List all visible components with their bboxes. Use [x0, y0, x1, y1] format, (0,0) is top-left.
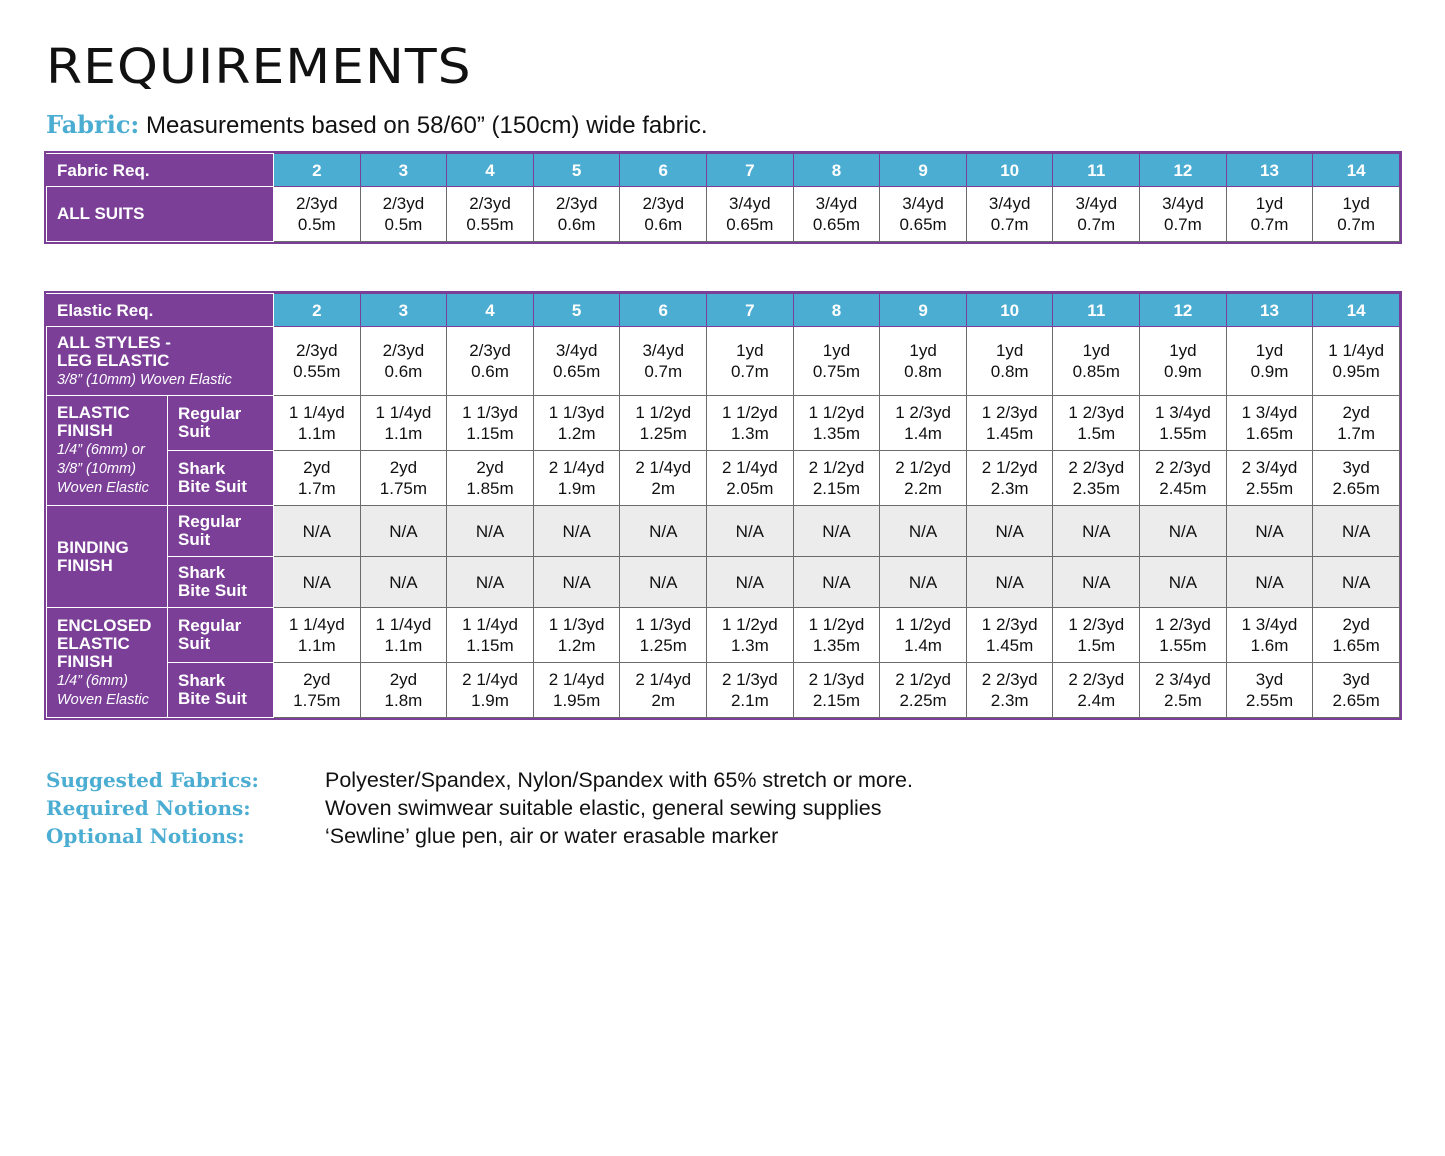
table-row [47, 663, 1400, 718]
na-cell: N/A [447, 557, 534, 608]
sub-label-shark-bite-suit: Shark Bite Suit [168, 451, 274, 506]
row-label-leg-elastic: ALL STYLES - LEG ELASTIC 3/8” (10mm) Woven Elastic [47, 327, 274, 396]
na-cell: N/A [533, 506, 620, 557]
label-note: 3/8” (10mm) [57, 461, 136, 477]
na-cell: N/A [880, 557, 967, 608]
na-cell: N/A [1140, 506, 1227, 557]
notes-section [46, 766, 913, 850]
value-cell: 2 1/4yd 1.9m [447, 663, 534, 718]
table-row [47, 451, 1400, 506]
value-cell: 2yd 1.85m [447, 451, 534, 506]
value-cell: 1 1/4yd 1.1m [274, 396, 361, 451]
page-title: REQUIREMENTS [46, 40, 472, 96]
value-cell: 2yd 1.8m [360, 663, 447, 718]
na-cell: N/A [620, 506, 707, 557]
size-header: 4 [447, 154, 534, 187]
label-note: 1/4” (6mm) or [57, 442, 145, 458]
value-cell: 2 1/4yd 2m [620, 663, 707, 718]
value-cell: 1 3/4yd 1.65m [1226, 396, 1313, 451]
value-cell: 1 3/4yd 1.6m [1226, 608, 1313, 663]
na-cell: N/A [1140, 557, 1227, 608]
elastic-requirements-table [46, 293, 1400, 718]
na-cell: N/A [274, 506, 361, 557]
value-cell: 1 1/4yd 1.1m [274, 608, 361, 663]
na-cell: N/A [274, 557, 361, 608]
value-cell: 1 1/2yd 1.25m [620, 396, 707, 451]
value-cell: 1 3/4yd 1.55m [1140, 396, 1227, 451]
value-cell: 2 1/2yd 2.2m [880, 451, 967, 506]
label-note: Woven Elastic [57, 691, 149, 708]
na-cell: N/A [1226, 506, 1313, 557]
size-header: 13 [1226, 154, 1313, 187]
fabric-note-label: Fabric: [46, 110, 140, 139]
header-row [47, 294, 1400, 327]
value-cell: 2yd 1.75m [274, 663, 361, 718]
label-note: 1/4” (6mm) [57, 672, 128, 689]
size-header: 2 [274, 154, 361, 187]
value-cell: 2 3/4yd 2.55m [1226, 451, 1313, 506]
value-cell: 3/4yd 0.65m [707, 187, 794, 242]
size-header: 5 [533, 154, 620, 187]
value-cell: 3/4yd 0.7m [966, 187, 1053, 242]
value-cell: 2/3yd 0.6m [533, 187, 620, 242]
sub-label-regular-suit: Regular Suit [168, 506, 274, 557]
note-key: Optional Notions: [46, 824, 245, 848]
na-cell: N/A [1226, 557, 1313, 608]
value-cell: 2 2/3yd 2.35m [1053, 451, 1140, 506]
value-cell: 2/3yd 0.6m [620, 187, 707, 242]
value-cell: 2/3yd 0.55m [274, 327, 361, 396]
value-cell: 1yd 0.7m [1226, 187, 1313, 242]
note-value: Woven swimwear suitable elastic, general sewing supplies [325, 796, 882, 820]
header-row [47, 154, 1400, 187]
na-cell: N/A [1313, 506, 1400, 557]
value-cell: 3/4yd 0.7m [1053, 187, 1140, 242]
size-header: 6 [620, 294, 707, 327]
size-header: 7 [707, 294, 794, 327]
value-cell: 1 1/2yd 1.35m [793, 608, 880, 663]
value-cell: 2yd 1.65m [1313, 608, 1400, 663]
size-header: 6 [620, 154, 707, 187]
label-note: Woven Elastic [57, 480, 149, 496]
value-cell: 1 1/4yd 0.95m [1313, 327, 1400, 396]
value-cell: 1 1/2yd 1.35m [793, 396, 880, 451]
fabric-note [46, 110, 708, 140]
size-header: 3 [360, 154, 447, 187]
value-cell: 2 1/4yd 2.05m [707, 451, 794, 506]
row-label-elastic-finish: ELASTIC FINISH 1/4” (6mm) or 3/8” (10mm) Woven Elastic [47, 396, 168, 506]
value-cell: 2 1/3yd 2.1m [707, 663, 794, 718]
value-cell: 1yd 0.85m [1053, 327, 1140, 396]
value-cell: 1yd 0.9m [1226, 327, 1313, 396]
value-cell: 2yd 1.7m [274, 451, 361, 506]
value-cell: 1yd 0.8m [880, 327, 967, 396]
value-cell: 2/3yd 0.6m [360, 327, 447, 396]
value-cell: 3/4yd 0.65m [793, 187, 880, 242]
note-row [46, 822, 913, 850]
value-cell: 3yd 2.65m [1313, 663, 1400, 718]
value-cell: 1 1/4yd 1.1m [360, 396, 447, 451]
value-cell: 3/4yd 0.7m [1140, 187, 1227, 242]
size-header: 4 [447, 294, 534, 327]
size-header: 13 [1226, 294, 1313, 327]
value-cell: 3/4yd 0.65m [880, 187, 967, 242]
na-cell: N/A [1313, 557, 1400, 608]
size-header: 3 [360, 294, 447, 327]
na-cell: N/A [620, 557, 707, 608]
value-cell: 1yd 0.9m [1140, 327, 1227, 396]
value-cell: 1yd 0.8m [966, 327, 1053, 396]
table-row [47, 557, 1400, 608]
value-cell: 1 1/2yd 1.3m [707, 396, 794, 451]
value-cell: 1 1/2yd 1.4m [880, 608, 967, 663]
value-cell: 3yd 2.65m [1313, 451, 1400, 506]
table-row [47, 608, 1400, 663]
fabric-requirements-table [46, 153, 1400, 242]
value-cell: 1 1/4yd 1.15m [447, 608, 534, 663]
na-cell: N/A [533, 557, 620, 608]
size-header: 11 [1053, 294, 1140, 327]
size-header: 14 [1313, 294, 1400, 327]
size-header: 14 [1313, 154, 1400, 187]
value-cell: 1 1/3yd 1.2m [533, 396, 620, 451]
value-cell: 2 3/4yd 2.5m [1140, 663, 1227, 718]
size-header: 2 [274, 294, 361, 327]
size-header: 9 [880, 294, 967, 327]
row-label-enclosed-elastic-finish: ENCLOSED ELASTIC FINISH 1/4” (6mm) Woven Elastic [47, 608, 168, 718]
na-cell: N/A [793, 506, 880, 557]
note-row [46, 766, 913, 794]
value-cell: 2/3yd 0.55m [447, 187, 534, 242]
value-cell: 1yd 0.7m [1313, 187, 1400, 242]
value-cell: 2 1/2yd 2.3m [966, 451, 1053, 506]
value-cell: 2 1/4yd 1.9m [533, 451, 620, 506]
value-cell: 1 1/2yd 1.3m [707, 608, 794, 663]
value-cell: 2 1/4yd 2m [620, 451, 707, 506]
value-cell: 2/3yd 0.5m [360, 187, 447, 242]
table-row [47, 327, 1400, 396]
value-cell: 1 1/3yd 1.25m [620, 608, 707, 663]
value-cell: 1 2/3yd 1.45m [966, 608, 1053, 663]
na-cell: N/A [1053, 506, 1140, 557]
value-cell: 2 1/3yd 2.15m [793, 663, 880, 718]
size-header: 12 [1140, 154, 1227, 187]
size-header: 10 [966, 294, 1053, 327]
value-cell: 1 1/3yd 1.15m [447, 396, 534, 451]
value-cell: 2/3yd 0.6m [447, 327, 534, 396]
label-note: 3/8” (10mm) Woven Elastic [57, 371, 232, 388]
na-cell: N/A [966, 557, 1053, 608]
value-cell: 1yd 0.75m [793, 327, 880, 396]
size-header: 10 [966, 154, 1053, 187]
sub-label-regular-suit: Regular Suit [168, 396, 274, 451]
value-cell: 2 2/3yd 2.4m [1053, 663, 1140, 718]
note-key: Required Notions: [46, 796, 251, 820]
na-cell: N/A [447, 506, 534, 557]
value-cell: 2yd 1.75m [360, 451, 447, 506]
na-cell: N/A [360, 506, 447, 557]
value-cell: 2 1/2yd 2.25m [880, 663, 967, 718]
size-header: 8 [793, 294, 880, 327]
size-header: 5 [533, 294, 620, 327]
value-cell: 2yd 1.7m [1313, 396, 1400, 451]
sub-label-shark-bite-suit: Shark Bite Suit [168, 663, 274, 718]
value-cell: 1 2/3yd 1.5m [1053, 608, 1140, 663]
value-cell: 1 2/3yd 1.4m [880, 396, 967, 451]
header-label: Fabric Req. [47, 154, 274, 187]
na-cell: N/A [793, 557, 880, 608]
value-cell: 2 1/2yd 2.15m [793, 451, 880, 506]
value-cell: 1 2/3yd 1.55m [1140, 608, 1227, 663]
na-cell: N/A [880, 506, 967, 557]
row-label-binding-finish: BINDING FINISH [47, 506, 168, 608]
value-cell: 1 1/4yd 1.1m [360, 608, 447, 663]
na-cell: N/A [966, 506, 1053, 557]
value-cell: 1 1/3yd 1.2m [533, 608, 620, 663]
value-cell: 1yd 0.7m [707, 327, 794, 396]
value-cell: 2 1/4yd 1.95m [533, 663, 620, 718]
table-row [47, 506, 1400, 557]
value-cell: 2 2/3yd 2.45m [1140, 451, 1227, 506]
value-cell: 1 2/3yd 1.45m [966, 396, 1053, 451]
value-cell: 3/4yd 0.7m [620, 327, 707, 396]
na-cell: N/A [707, 506, 794, 557]
value-cell: 2/3yd 0.5m [274, 187, 361, 242]
fabric-note-text: Measurements based on 58/60” (150cm) wide fabric. [145, 112, 708, 139]
table-row [47, 187, 1400, 242]
sub-label-shark-bite-suit: Shark Bite Suit [168, 557, 274, 608]
size-header: 12 [1140, 294, 1227, 327]
na-cell: N/A [360, 557, 447, 608]
value-cell: 3yd 2.55m [1226, 663, 1313, 718]
value-cell: 3/4yd 0.65m [533, 327, 620, 396]
header-label: Elastic Req. [47, 294, 274, 327]
note-value: ‘Sewline’ glue pen, air or water erasable marker [325, 824, 779, 848]
table-row [47, 396, 1400, 451]
size-header: 8 [793, 154, 880, 187]
size-header: 9 [880, 154, 967, 187]
note-key: Suggested Fabrics: [46, 768, 259, 792]
size-header: 11 [1053, 154, 1140, 187]
na-cell: N/A [707, 557, 794, 608]
na-cell: N/A [1053, 557, 1140, 608]
note-value: Polyester/Spandex, Nylon/Spandex with 65% stretch or more. [325, 768, 913, 792]
note-row [46, 794, 913, 822]
size-header: 7 [707, 154, 794, 187]
value-cell: 1 2/3yd 1.5m [1053, 396, 1140, 451]
sub-label-regular-suit: Regular Suit [168, 608, 274, 663]
value-cell: 2 2/3yd 2.3m [966, 663, 1053, 718]
row-label: ALL SUITS [47, 187, 274, 242]
